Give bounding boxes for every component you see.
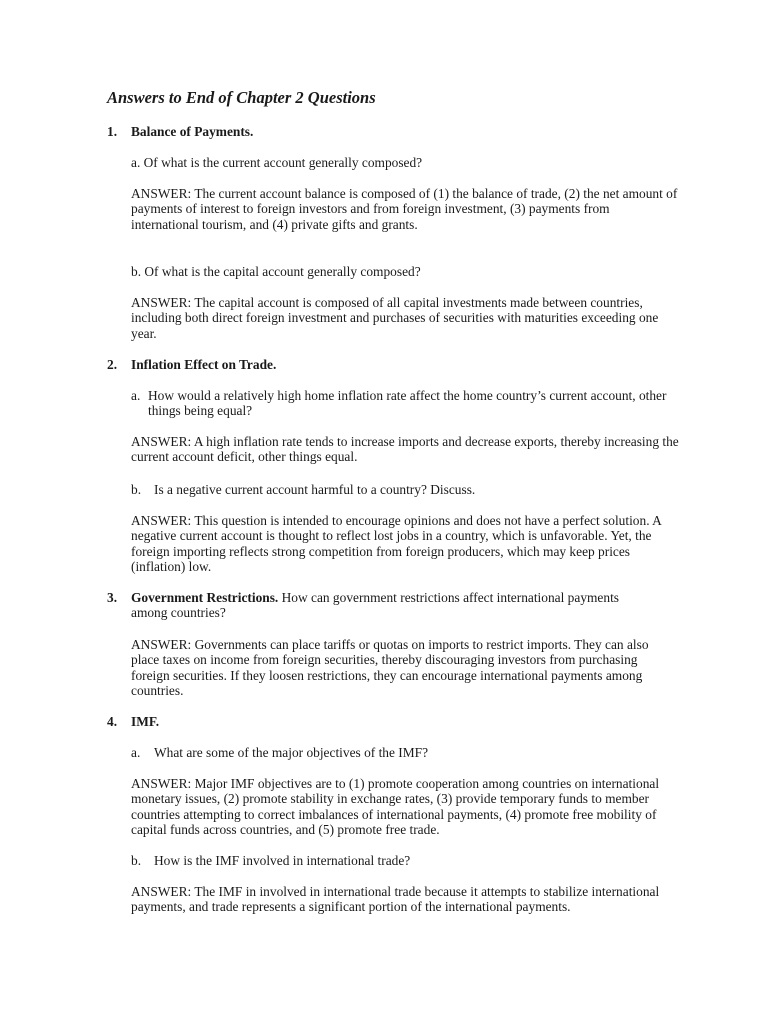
question-letter: a.: [131, 388, 141, 403]
section-1-question-a: a. Of what is the current account generally composed?: [131, 155, 423, 170]
document-title: Answers to End of Chapter 2 Questions: [107, 88, 376, 107]
question-text: Is a negative current account harmful to a country? Discuss.: [154, 482, 476, 497]
section-3-title-bold: Government Restrictions.: [131, 590, 279, 605]
section-1-question-b: b. Of what is the capital account generally composed?: [131, 264, 421, 279]
question-text: How is the IMF involved in international trade?: [154, 853, 411, 868]
section-3-number: 3.: [107, 590, 118, 605]
section-4-answer-a: ANSWER: Major IMF objectives are to (1) promote cooperation among countries on international monetary issues, (2) promote stability in exchange rates, (3) provide temporary funds to member countries attempting to correct imbalances of international payments, (4) promote free mobility of capital funds across countries, and (5) promote free trade.: [131, 776, 660, 838]
section-1-answer-a: ANSWER: The current account balance is composed of (1) the balance of trade, (2) the net amount of payments of interest to foreign investors and from foreign investment, (3) payments from international tourism, and (4) private gifts and grants.: [131, 186, 678, 232]
section-1-answer-b: ANSWER: The capital account is composed of all capital investments made between countries, including both direct foreign investment and purchases of securities with maturities exceeding one year.: [131, 295, 659, 341]
section-1-title: Balance of Payments.: [131, 124, 254, 139]
section-4-answer-b: ANSWER: The IMF in involved in international trade because it attempts to stabilize international payments, and trade represents a significant portion of the international payments.: [131, 884, 660, 915]
question-text: What are some of the major objectives of the IMF?: [154, 745, 429, 760]
question-letter: a.: [131, 745, 141, 760]
section-2-number: 2.: [107, 357, 118, 372]
section-4-number: 4.: [107, 714, 118, 729]
section-1-number: 1.: [107, 124, 118, 139]
question-letter: b.: [131, 482, 142, 497]
section-2-answer-a: ANSWER: A high inflation rate tends to increase imports and decrease exports, thereby increasing the current account deficit, other things equal.: [131, 434, 679, 465]
section-4-title: IMF.: [131, 714, 160, 729]
section-3-title: [131, 590, 651, 621]
section-2-title: Inflation Effect on Trade.: [131, 357, 277, 372]
section-3-answer: ANSWER: Governments can place tariffs or quotas on imports to restrict imports. They can also place taxes on income from foreign securities, thereby discouraging investors from purchasing foreign securities. If they loosen restrictions, they can encourage international payments among countries.: [131, 637, 649, 699]
question-letter: b.: [131, 853, 142, 868]
section-2-answer-b: ANSWER: This question is intended to encourage opinions and does not have a perfect solution. A negative current account is thought to reflect lost jobs in a country, which is unfavorable. Yet, the foreign importing reflects strong competition from foreign producers, which may keep prices (inflation) low.: [131, 513, 662, 575]
section-3-question: How can government restrictions affect international payments among countries?: [131, 590, 619, 621]
question-text: How would a relatively high home inflation rate affect the home country’s current account, other things being equal?: [148, 388, 667, 419]
